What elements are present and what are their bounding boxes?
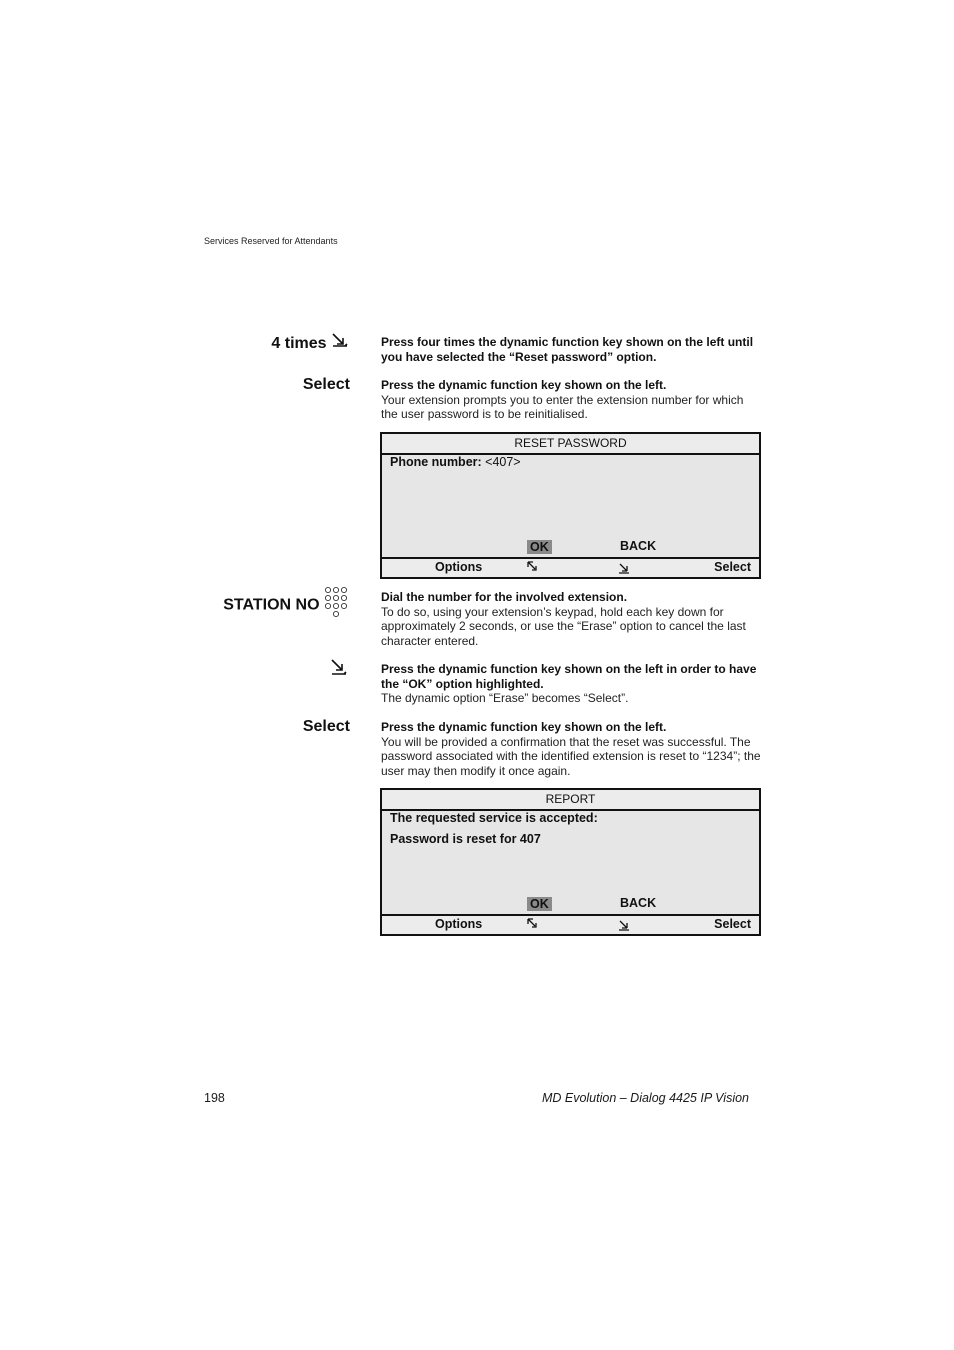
arrow-down-right-key-icon[interactable] bbox=[618, 919, 630, 934]
step-5-text bbox=[381, 720, 761, 778]
page-number: 198 bbox=[204, 1091, 225, 1105]
step-instruction: Press the dynamic function key shown on the left. bbox=[381, 378, 667, 392]
step-label-select: Select bbox=[302, 376, 350, 393]
softkey-options[interactable]: Options bbox=[435, 560, 483, 574]
phone-number-field bbox=[390, 455, 521, 469]
arrow-down-right-key-icon bbox=[331, 332, 349, 353]
back-option[interactable]: BACK bbox=[620, 896, 657, 910]
arrow-down-right-key-icon[interactable] bbox=[618, 562, 630, 577]
step-label-text: 4 times bbox=[271, 335, 327, 352]
step-description: Your extension prompts you to enter the extension number for which the user password is to be reinitialised. bbox=[381, 392, 744, 422]
step-3-text bbox=[381, 590, 761, 648]
step-instruction: Press four times the dynamic function key shown on the left until you have selected the “Reset password” option. bbox=[381, 335, 754, 364]
softkey-bar bbox=[382, 914, 759, 934]
step-label-text: STATION NO bbox=[223, 596, 320, 614]
step-instruction: Dial the number for the involved extension. bbox=[381, 590, 628, 604]
display-report bbox=[380, 788, 761, 936]
step-2-text bbox=[381, 378, 761, 422]
ok-option[interactable]: OK bbox=[527, 897, 552, 911]
field-label: Phone number: bbox=[390, 455, 482, 469]
step-label-4-times bbox=[271, 332, 349, 353]
ok-option[interactable]: OK bbox=[527, 540, 552, 554]
softkey-select[interactable]: Select bbox=[714, 560, 751, 574]
step-instruction: Press the dynamic function key shown on the left in order to have the “OK” option highlighted. bbox=[381, 662, 757, 691]
softkey-options[interactable]: Options bbox=[435, 917, 483, 931]
step-4-text bbox=[381, 662, 761, 706]
back-option[interactable]: BACK bbox=[620, 539, 657, 553]
display-reset-password bbox=[380, 432, 761, 579]
running-header: Services Reserved for Attendants bbox=[204, 236, 338, 246]
softkey-select[interactable]: Select bbox=[714, 917, 751, 931]
display-title: RESET PASSWORD bbox=[382, 434, 759, 455]
step-1-text bbox=[381, 335, 761, 364]
softkey-bar bbox=[382, 557, 759, 577]
report-line-1: The requested service is accepted: bbox=[390, 811, 598, 825]
arrow-down-right-key-icon bbox=[330, 658, 348, 681]
step-description: The dynamic option “Erase” becomes “Select”. bbox=[381, 691, 629, 706]
arrow-up-left-key-icon[interactable] bbox=[526, 917, 538, 932]
keypad-icon bbox=[324, 586, 348, 625]
step-label-select: Select bbox=[302, 718, 350, 735]
step-label-station-no bbox=[223, 586, 348, 625]
report-line-2: Password is reset for 407 bbox=[390, 832, 541, 846]
step-description: To do so, using your extension’s keypad, hold each key down for approximately 2 seconds, or use the “Erase” option to cancel the last character entered. bbox=[381, 604, 746, 648]
step-instruction: Press the dynamic function key shown on the left. bbox=[381, 720, 667, 734]
document-title: MD Evolution – Dialog 4425 IP Vision bbox=[541, 1091, 749, 1105]
arrow-up-left-key-icon[interactable] bbox=[526, 560, 538, 575]
step-description: You will be provided a confirmation that the reset was successful. The password associated with the identified extension is reset to “1234”; the user may then modify it once again. bbox=[381, 734, 761, 778]
display-title: REPORT bbox=[382, 790, 759, 811]
field-value: <407> bbox=[481, 455, 521, 469]
